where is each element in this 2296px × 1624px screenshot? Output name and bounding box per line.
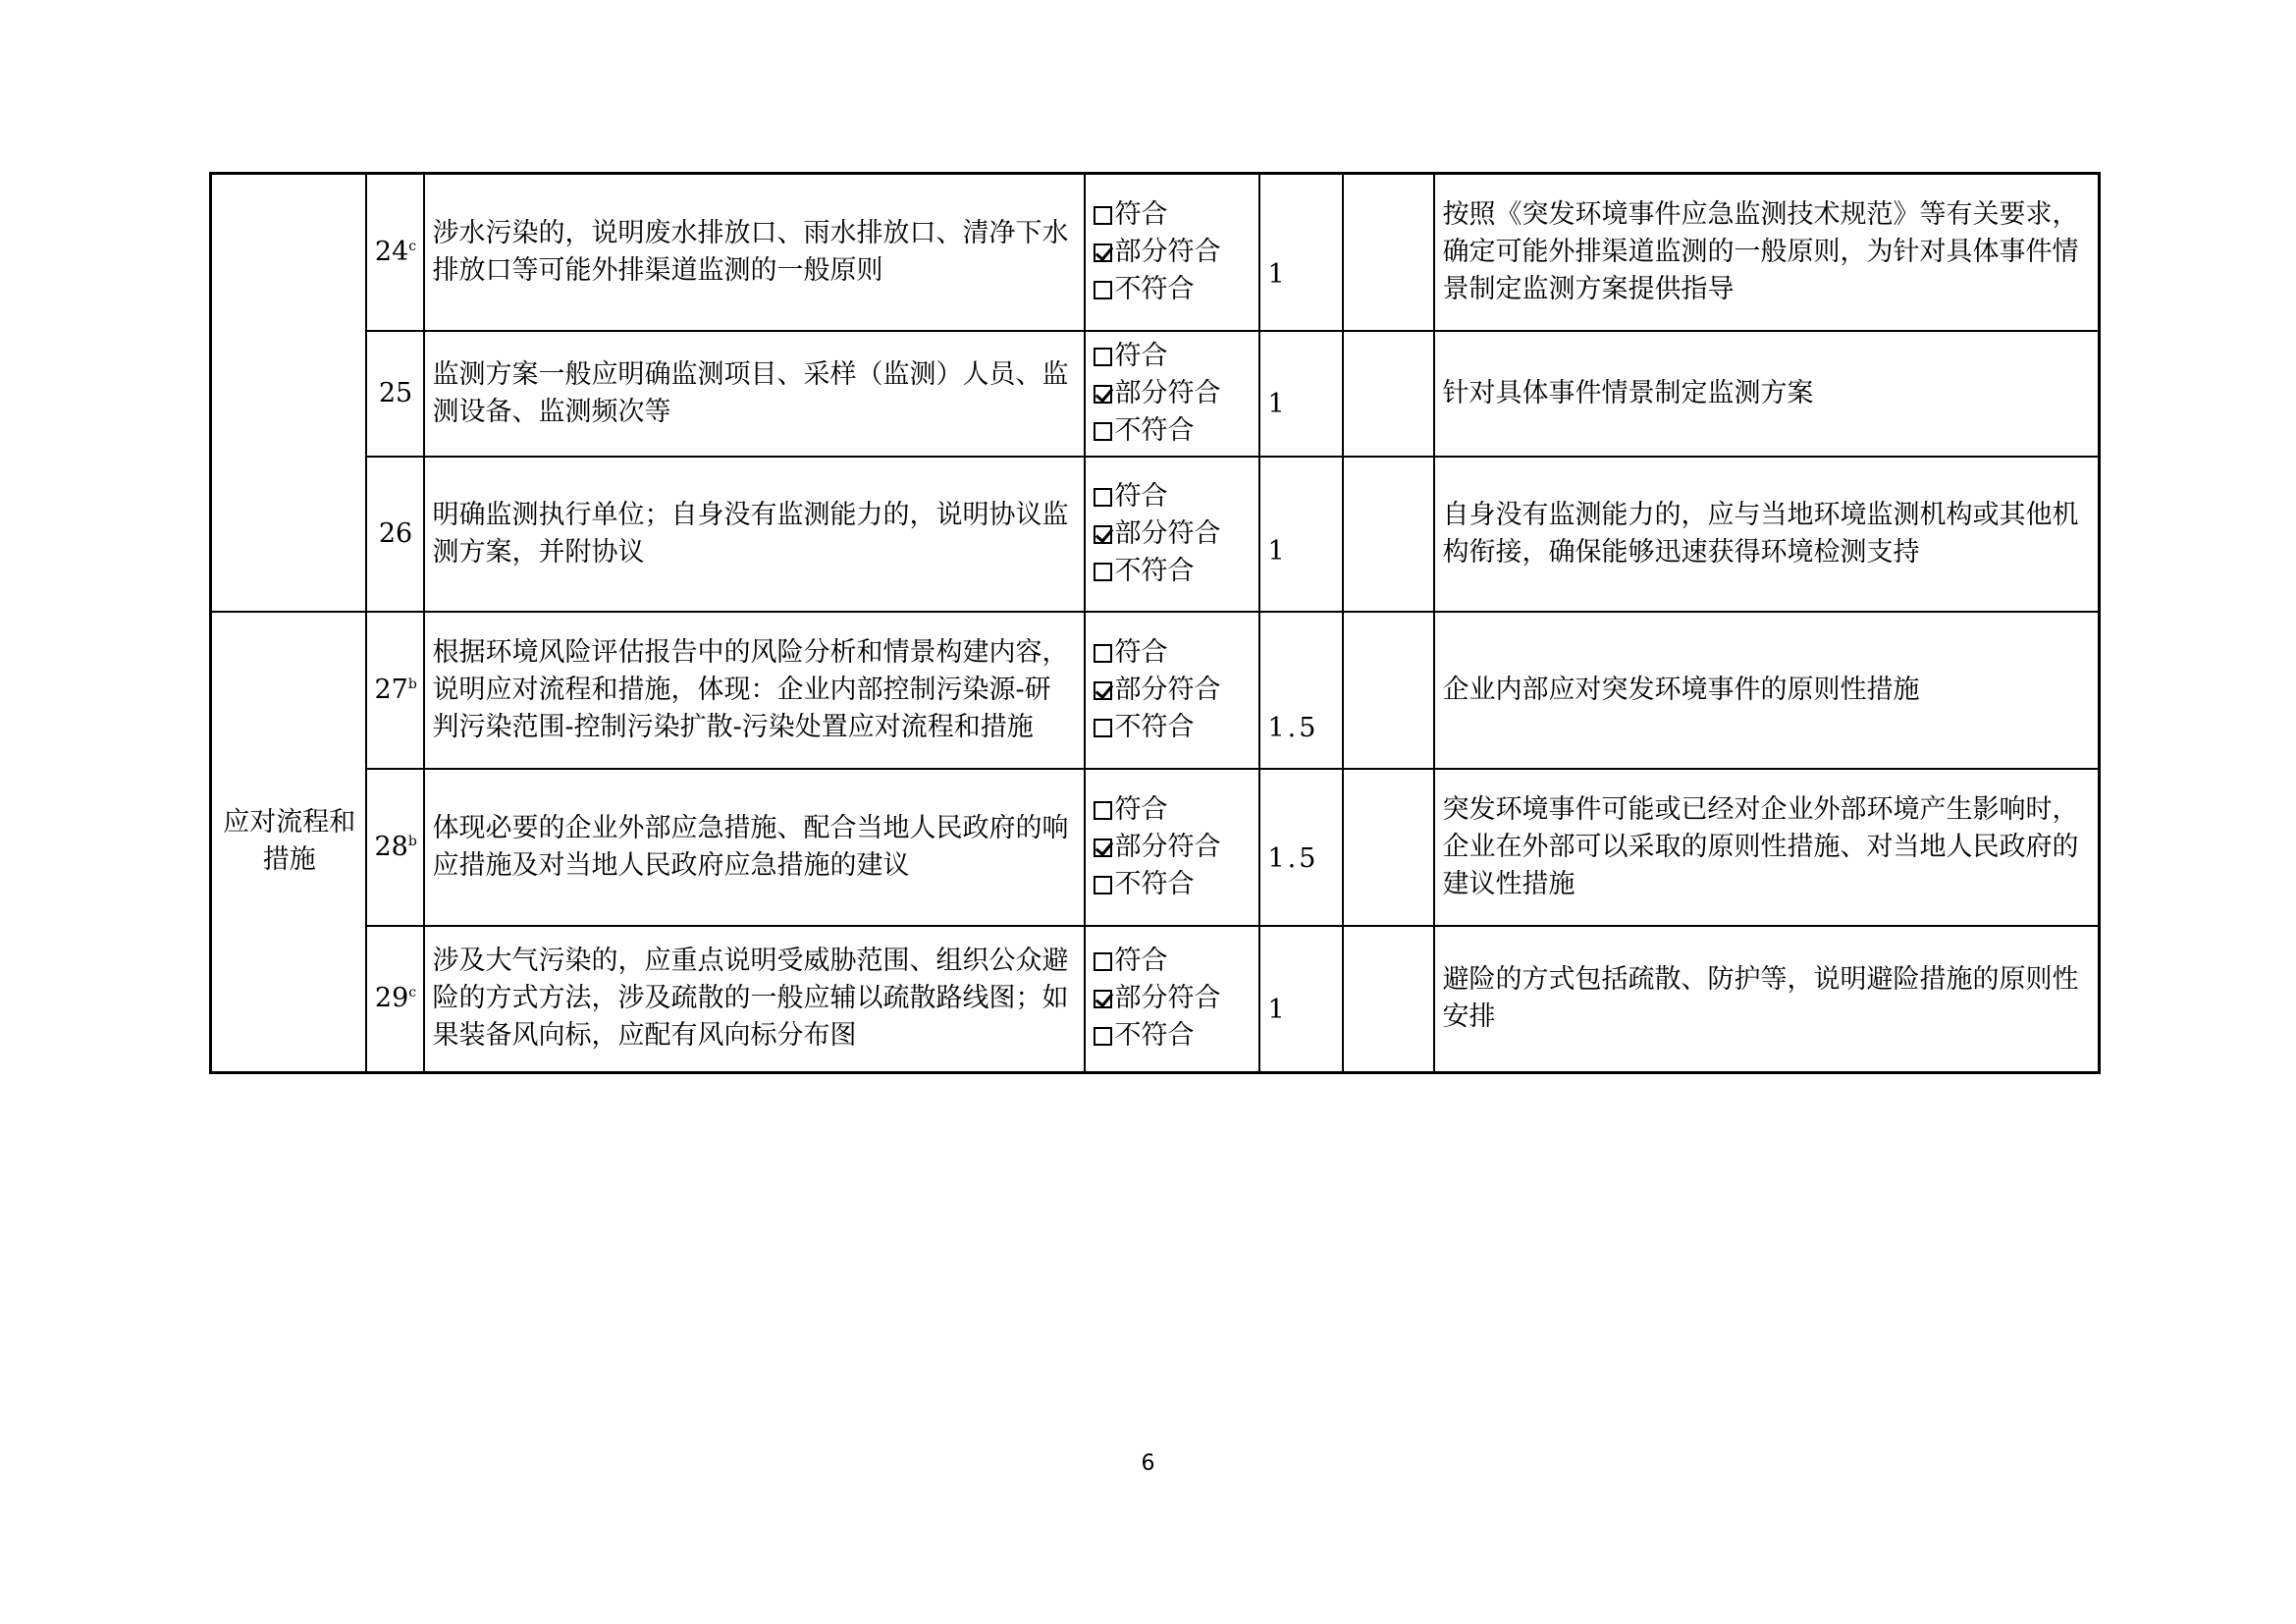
compliance-options — [1085, 612, 1259, 769]
option-noncomply[interactable]: 不符合 — [1094, 1017, 1253, 1055]
item-number: 29$^c$ — [366, 926, 424, 1073]
checkbox-checked-icon[interactable] — [1094, 525, 1112, 544]
actual-score-cell — [1343, 331, 1434, 457]
option-noncomply[interactable]: 不符合 — [1094, 866, 1253, 903]
compliance-options — [1085, 331, 1259, 457]
compliance-options — [1085, 457, 1259, 612]
checkbox-empty-icon[interactable] — [1094, 206, 1112, 225]
checkbox-empty-icon[interactable] — [1094, 952, 1112, 971]
option-noncomply[interactable]: 不符合 — [1094, 412, 1253, 450]
option-comply[interactable]: 符合 — [1094, 196, 1253, 234]
option-comply[interactable]: 符合 — [1094, 478, 1253, 515]
compliance-options — [1085, 769, 1259, 926]
option-comply[interactable]: 符合 — [1094, 943, 1253, 980]
note-text: 针对具体事件情景制定监测方案 — [1434, 331, 2100, 457]
item-number: 24$^c$ — [366, 174, 424, 331]
checkbox-checked-icon[interactable] — [1094, 681, 1112, 700]
requirement-text: 监测方案一般应明确监测项目、采样（监测）人员、监测设备、监测频次等 — [424, 331, 1085, 457]
score-cell: 1 — [1259, 174, 1343, 331]
item-number: 26 — [366, 457, 424, 612]
requirement-text: 涉水污染的，说明废水排放口、雨水排放口、清净下水排放口等可能外排渠道监测的一般原则 — [424, 174, 1085, 331]
compliance-options — [1085, 174, 1259, 331]
requirement-text: 根据环境风险评估报告中的风险分析和情景构建内容，说明应对流程和措施，体现：企业内部控制污染源-研判污染范围-控制污染扩散-污染处置应对流程和措施 — [424, 612, 1085, 769]
note-text: 企业内部应对突发环境事件的原则性措施 — [1434, 612, 2100, 769]
table-row — [211, 926, 2100, 1073]
note-text: 避险的方式包括疏散、防护等，说明避险措施的原则性安排 — [1434, 926, 2100, 1073]
table-row — [211, 769, 2100, 926]
checkbox-empty-icon[interactable] — [1094, 876, 1112, 894]
requirement-text: 明确监测执行单位；自身没有监测能力的，说明协议监测方案，并附协议 — [424, 457, 1085, 612]
checkbox-empty-icon[interactable] — [1094, 801, 1112, 820]
item-number: 27$^b$ — [366, 612, 424, 769]
checkbox-empty-icon[interactable] — [1094, 348, 1112, 366]
checkbox-empty-icon[interactable] — [1094, 719, 1112, 737]
score-cell: 1 — [1259, 926, 1343, 1073]
review-checklist-table — [209, 172, 2101, 1074]
actual-score-cell — [1343, 926, 1434, 1073]
table-row — [211, 612, 2100, 769]
actual-score-cell — [1343, 174, 1434, 331]
score-cell: 1.5 — [1259, 612, 1343, 769]
table-row — [211, 331, 2100, 457]
checkbox-empty-icon[interactable] — [1094, 281, 1112, 299]
category-cell — [211, 174, 366, 612]
option-partial[interactable]: 部分符合 — [1094, 672, 1253, 709]
checkbox-empty-icon[interactable] — [1094, 422, 1112, 441]
checkbox-checked-icon[interactable] — [1094, 244, 1112, 262]
actual-score-cell — [1343, 457, 1434, 612]
compliance-options — [1085, 926, 1259, 1073]
score-cell: 1 — [1259, 457, 1343, 612]
checkbox-checked-icon[interactable] — [1094, 385, 1112, 404]
option-partial[interactable]: 部分符合 — [1094, 515, 1253, 553]
checkbox-checked-icon[interactable] — [1094, 839, 1112, 857]
option-noncomply[interactable]: 不符合 — [1094, 553, 1253, 590]
option-noncomply[interactable]: 不符合 — [1094, 709, 1253, 746]
checkbox-empty-icon[interactable] — [1094, 644, 1112, 663]
option-partial[interactable]: 部分符合 — [1094, 829, 1253, 866]
table-row — [211, 457, 2100, 612]
requirement-text: 涉及大气污染的，应重点说明受威胁范围、组织公众避险的方式方法，涉及疏散的一般应辅以疏散路线图；如果装备风向标，应配有风向标分布图 — [424, 926, 1085, 1073]
option-comply[interactable]: 符合 — [1094, 338, 1253, 375]
option-comply[interactable]: 符合 — [1094, 634, 1253, 672]
note-text: 突发环境事件可能或已经对企业外部环境产生影响时，企业在外部可以采取的原则性措施、对当地人民政府的建议性措施 — [1434, 769, 2100, 926]
requirement-text: 体现必要的企业外部应急措施、配合当地人民政府的响应措施及对当地人民政府应急措施的建议 — [424, 769, 1085, 926]
score-cell: 1.5 — [1259, 769, 1343, 926]
option-partial[interactable]: 部分符合 — [1094, 234, 1253, 271]
actual-score-cell — [1343, 612, 1434, 769]
note-text: 自身没有监测能力的，应与当地环境监测机构或其他机构衔接，确保能够迅速获得环境检测支持 — [1434, 457, 2100, 612]
note-text: 按照《突发环境事件应急监测技术规范》等有关要求，确定可能外排渠道监测的一般原则，为针对具体事件情景制定监测方案提供指导 — [1434, 174, 2100, 331]
checkbox-empty-icon[interactable] — [1094, 1027, 1112, 1046]
page-number: 6 — [1141, 1451, 1155, 1476]
checkbox-empty-icon[interactable] — [1094, 488, 1112, 507]
table-row — [211, 174, 2100, 331]
actual-score-cell — [1343, 769, 1434, 926]
option-comply[interactable]: 符合 — [1094, 791, 1253, 829]
option-partial[interactable]: 部分符合 — [1094, 980, 1253, 1017]
item-number: 28$^b$ — [366, 769, 424, 926]
checkbox-empty-icon[interactable] — [1094, 563, 1112, 581]
option-partial[interactable]: 部分符合 — [1094, 375, 1253, 412]
option-noncomply[interactable]: 不符合 — [1094, 271, 1253, 308]
category-cell: 应对流程和措施 — [211, 612, 366, 1073]
score-cell: 1 — [1259, 331, 1343, 457]
checkbox-checked-icon[interactable] — [1094, 990, 1112, 1008]
item-number: 25 — [366, 331, 424, 457]
